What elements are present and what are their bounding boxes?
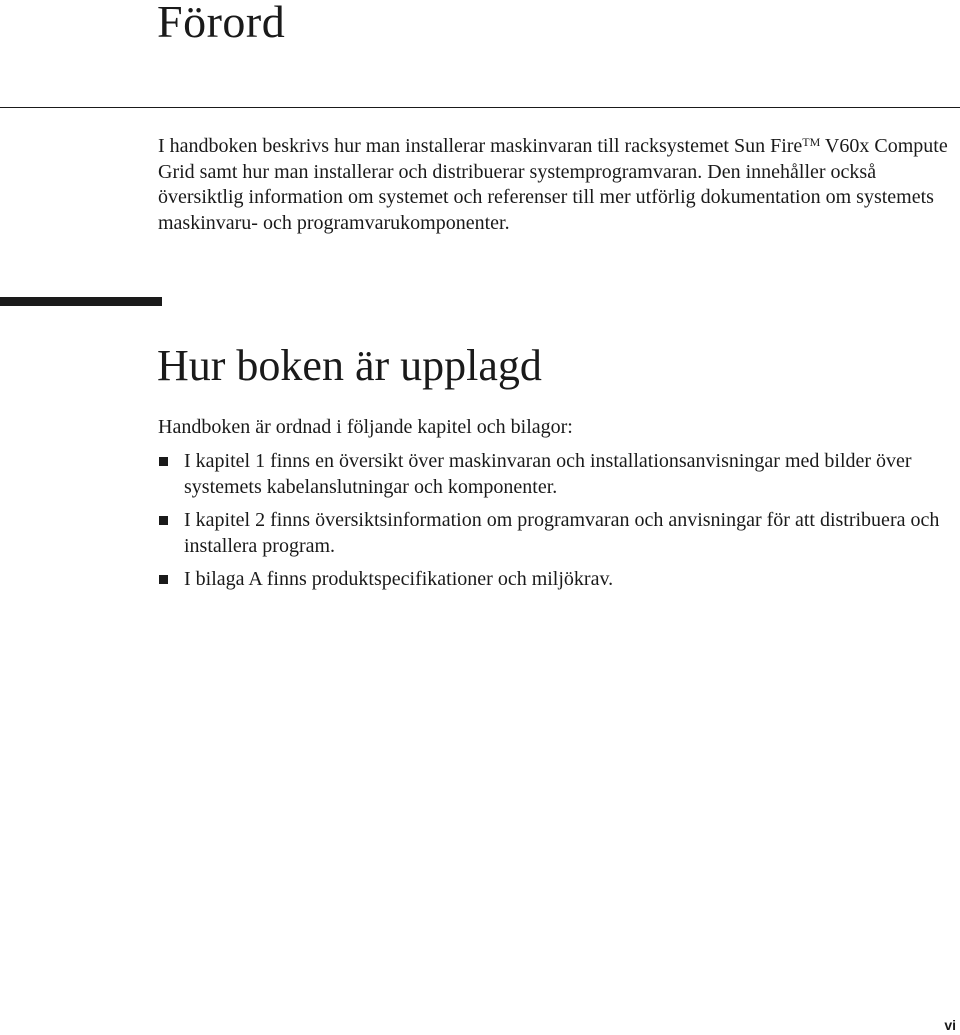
- section-marker-bar: [0, 297, 162, 306]
- list-item: [158, 566, 958, 592]
- section-lead-text: Handboken är ordnad i följande kapitel och bilagor:: [158, 416, 573, 438]
- intro-text-part2: V60x Compute Grid samt hur man installerar och distribuerar systemprogramvaran. Den innehåller också översiktlig information om systemet och referenser till mer utförlig dokumentation om systemets maskinvaru- och programvarukomponenter.: [158, 135, 948, 234]
- section-heading: Hur boken är upplagd: [157, 341, 542, 390]
- square-bullet-icon: [159, 575, 168, 584]
- list-item: [158, 448, 958, 500]
- page-number: vi: [944, 1017, 956, 1033]
- square-bullet-icon: [159, 516, 168, 525]
- chapter-title: Förord: [157, 0, 286, 47]
- chapter-list: [158, 448, 958, 599]
- intro-paragraph: [158, 134, 958, 236]
- list-item: [158, 507, 958, 559]
- list-item-text: I kapitel 2 finns översiktsinformation om programvaran och anvisningar för att distribuera och installera program.: [184, 509, 940, 557]
- chapter-title-rule: [0, 107, 960, 108]
- list-item-text: I kapitel 1 finns en översikt över maskinvaran och installationsanvisningar med bilder över systemets kabelanslutningar och komponenter.: [184, 450, 912, 498]
- list-item-text: I bilaga A finns produktspecifikationer och miljökrav.: [184, 568, 614, 590]
- square-bullet-icon: [159, 457, 168, 466]
- intro-text-part1: I handboken beskrivs hur man installerar maskinvaran till racksystemet Sun Fire: [158, 135, 803, 157]
- trademark-mark: TM: [802, 135, 821, 149]
